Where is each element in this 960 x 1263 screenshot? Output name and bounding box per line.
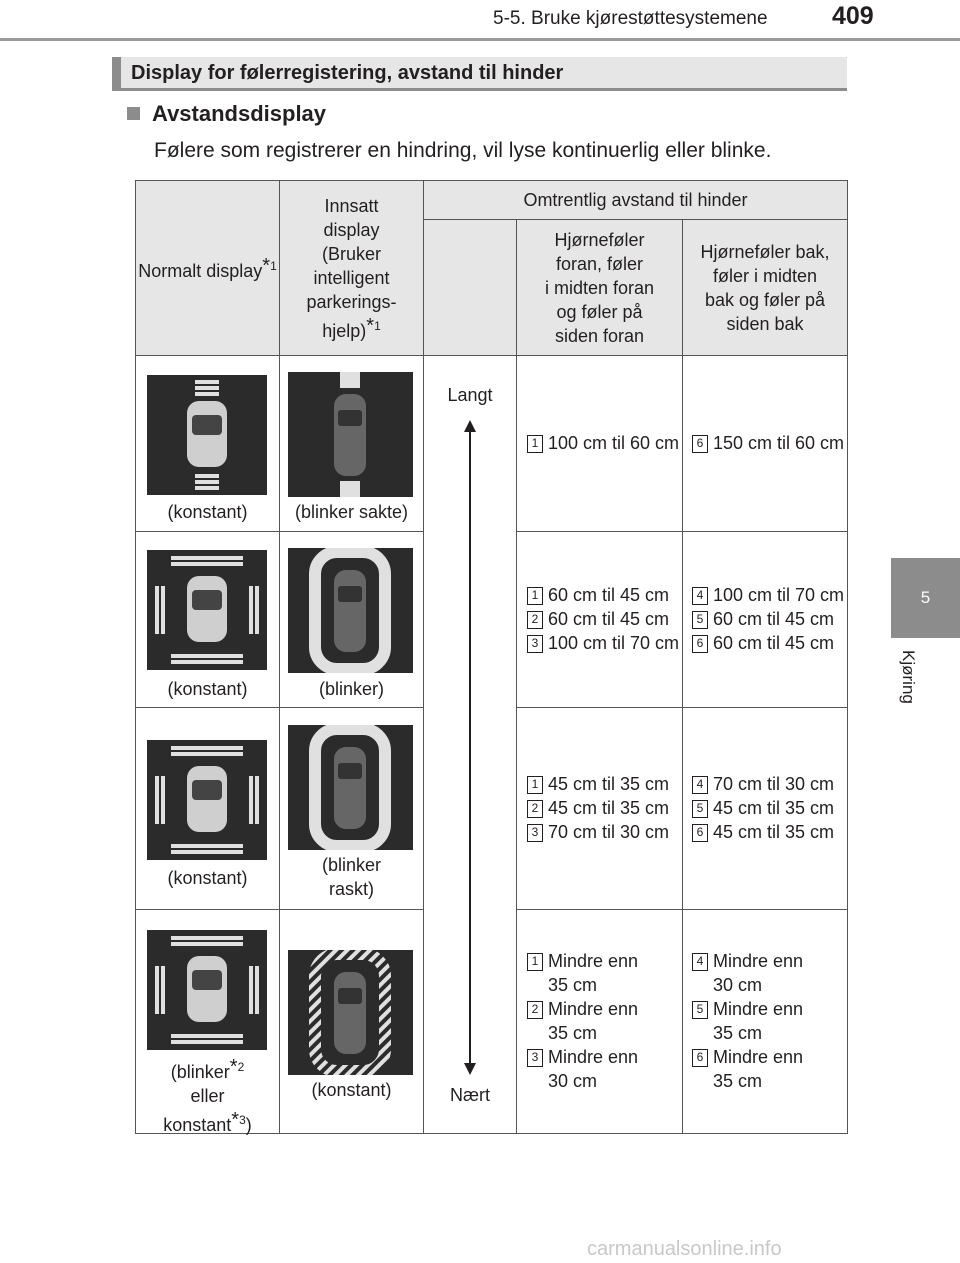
chapter-tab[interactable]: [891, 558, 960, 638]
row3-front-distances: 1 45 cm til 35 cm 2 45 cm til 35 cm 3 70 cm til 30 cm: [527, 772, 669, 844]
col2-line: display: [323, 219, 380, 240]
row4-front-distances: 1 Mindre enn 35 cm 2 Mindre enn 35 cm 3 Mindre enn 30 cm: [527, 949, 638, 1093]
row2-normal-caption: (konstant): [167, 679, 248, 699]
row1-normal-caption: (konstant): [167, 502, 248, 522]
row4-normal-caption: (blinker*$^2$ eller konstant*$^3$): [163, 1056, 252, 1135]
normal-display-4-icon: [147, 930, 267, 1050]
footnote-star-icon: *: [262, 254, 271, 277]
chapter-label: Kjøring: [899, 650, 918, 704]
footnote-star-icon: *: [229, 1056, 238, 1078]
row3-rear-distances: 4 70 cm til 30 cm 5 45 cm til 35 cm 6 45 cm til 35 cm: [692, 772, 834, 844]
row2-inserted-caption: (blinker): [318, 679, 384, 699]
normal-display-3-icon: [147, 740, 267, 860]
col4-line: og føler på: [556, 301, 643, 322]
col2-header: [279, 180, 424, 356]
col5-header: [682, 219, 848, 356]
header-title: 5-5. Bruke kjørestøttesystemene: [493, 8, 768, 29]
row1-inserted-caption: (blinker sakte): [294, 502, 409, 522]
page-number: 409: [832, 2, 874, 30]
row3-inserted-caption: (blinker raskt): [321, 855, 382, 899]
col2-line: intelligent: [313, 267, 390, 288]
col4-header: [516, 219, 683, 356]
col2-line: Innsatt: [324, 195, 379, 216]
arrow-label-far: Langt: [447, 385, 493, 405]
col4-line: siden foran: [554, 325, 645, 346]
normal-display-1-icon: [147, 375, 267, 495]
col5-line: bak og føler på: [704, 289, 826, 310]
watermark: carmanualsonline.info: [587, 1238, 782, 1260]
col4-line: i midten foran: [544, 277, 655, 298]
col3-header-spacer: [423, 219, 517, 356]
col1-note: 1: [270, 258, 277, 273]
section-title: Display for følerregistering, avstand til hinder: [112, 57, 847, 91]
row1-rear-distances: 6 150 cm til 60 cm: [692, 431, 844, 455]
col5-line: Hjørneføler bak,: [700, 241, 830, 262]
inserted-display-3-icon: [288, 725, 413, 850]
header-rule: [0, 38, 960, 41]
col3-header: [423, 180, 848, 220]
col1-header-text: Normalt display: [138, 260, 263, 281]
inserted-display-2-icon: [288, 548, 413, 673]
col4-line: Hjørneføler: [554, 229, 645, 250]
subheading: [127, 101, 326, 127]
inserted-display-4-icon: [288, 950, 413, 1075]
row4-inserted-caption: (konstant): [311, 1080, 392, 1100]
chapter-number: 5: [920, 588, 931, 607]
square-bullet-icon: [127, 107, 140, 120]
arrow-label-near: Nært: [450, 1085, 490, 1105]
col1-header: [135, 180, 280, 356]
subheading-text: Avstandsdisplay: [152, 101, 327, 126]
col2-line: hjelp): [322, 320, 367, 341]
inserted-display-1-icon: [288, 372, 413, 497]
normal-display-2-icon: [147, 550, 267, 670]
row4-rear-distances: 4 Mindre enn 30 cm 5 Mindre enn 35 cm 6 Mindre enn 35 cm: [692, 949, 803, 1093]
col2-line: parkerings-: [306, 291, 397, 312]
row3-normal-caption: (konstant): [167, 868, 248, 888]
distance-arrow-icon: [460, 420, 480, 1075]
intro-text: Følere som registrerer en hindring, vil lyse kontinuerlig eller blinke.: [154, 139, 772, 162]
col4-line: foran, føler: [555, 253, 644, 274]
col3-header-text: Omtrentlig avstand til hinder: [523, 190, 748, 210]
row1-front-distances: 1 100 cm til 60 cm: [527, 431, 679, 455]
row2-rear-distances: 4 100 cm til 70 cm 5 60 cm til 45 cm 6 60 cm til 45 cm: [692, 583, 844, 655]
col5-line: føler i midten: [712, 265, 817, 286]
footnote-star-icon: *: [231, 1109, 240, 1131]
footnote-star-icon: *: [366, 314, 375, 337]
distance-table: [135, 180, 848, 1134]
col2-line: (Bruker: [321, 243, 381, 264]
col5-line: siden bak: [726, 313, 804, 334]
col2-note: 1: [374, 318, 381, 333]
row2-front-distances: 1 60 cm til 45 cm 2 60 cm til 45 cm 3 100 cm til 70 cm: [527, 583, 679, 655]
